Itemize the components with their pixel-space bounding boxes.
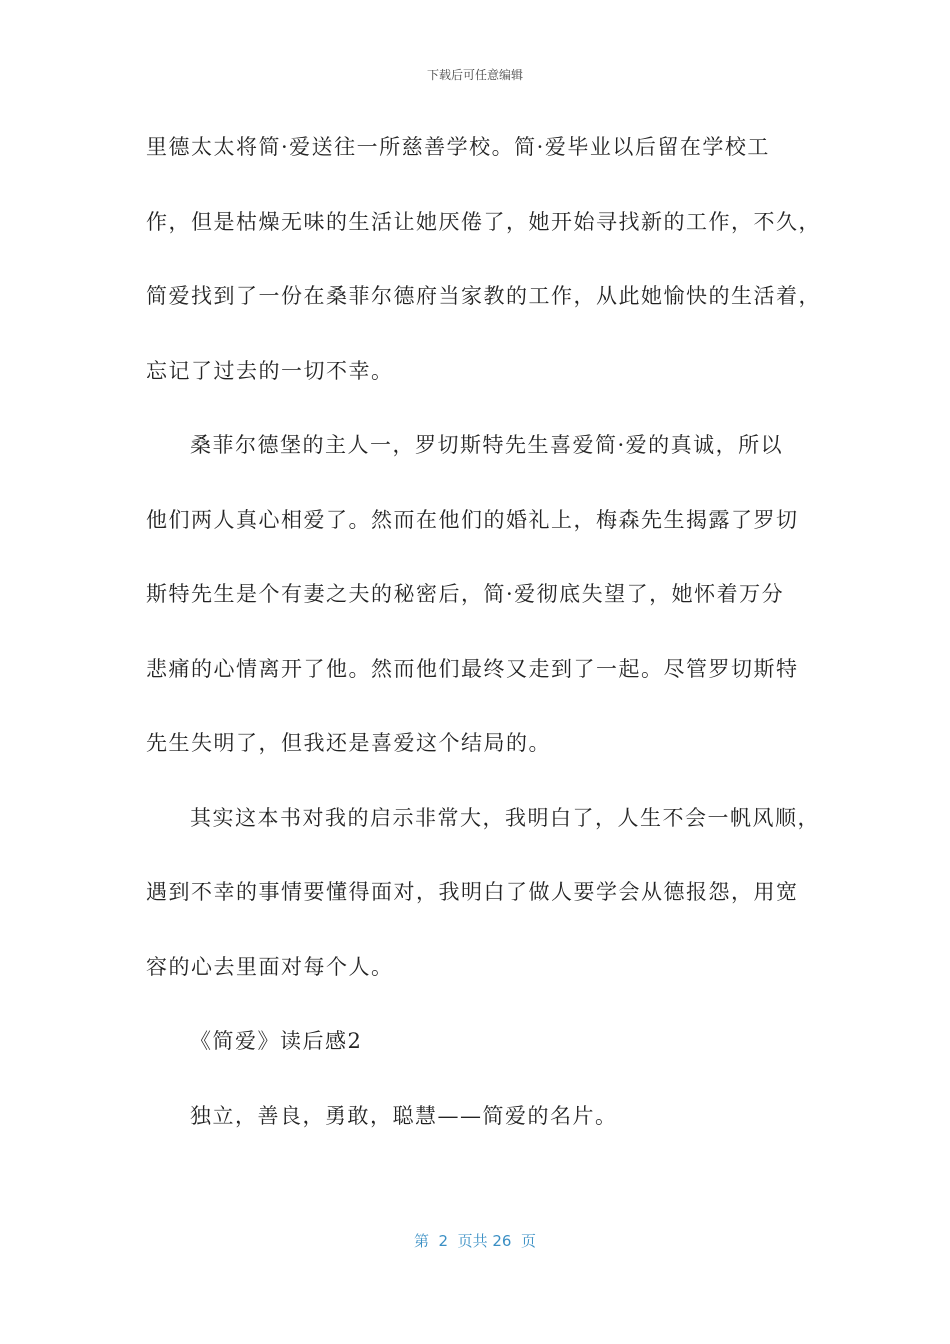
- text-line: 独立，善良，勇敢，聪慧——简爱的名片。: [190, 1103, 618, 1128]
- text-line: 桑菲尔德堡的主人一，罗切斯特先生喜爱简·爱的真诚，所以: [190, 433, 784, 457]
- text-line: 悲痛的心情离开了他。然而他们最终又走到了一起。尽管罗切斯特: [146, 656, 799, 681]
- text-line: 他们两人真心相爱了。然而在他们的婚礼上，梅森先生揭露了罗切: [146, 507, 799, 532]
- section-title: 《简爱》读后感2: [190, 1029, 363, 1053]
- text-line: 里德太太将简·爱送往一所慈善学校。简·爱毕业以后留在学校工: [146, 135, 770, 159]
- text-line: 忘记了过去的一切不幸。: [146, 358, 394, 383]
- text-line: 作，但是枯燥无味的生活让她厌倦了，她开始寻找新的工作，不久，: [146, 209, 821, 234]
- text-line: 先生失明了，但我还是喜爱这个结局的。: [146, 731, 551, 755]
- text-line: 遇到不幸的事情要懂得面对，我明白了做人要学会从德报怨，用宽: [146, 880, 799, 904]
- page-number: 第 2 页共 26 页: [413, 1232, 536, 1250]
- text-line: 斯特先生是个有妻之夫的秘密后，简·爱彻底失望了，她怀着万分: [146, 582, 785, 606]
- page-header: 下载后可任意编辑: [426, 68, 523, 82]
- text-line: 容的心去里面对每个人。: [146, 954, 394, 979]
- text-line: 简爱找到了一份在桑菲尔德府当家教的工作，从此她愉快的生活着，: [146, 284, 821, 308]
- text-line: 其实这本书对我的启示非常大，我明白了，人生不会一帆风顺，: [190, 805, 820, 830]
- document-body: [146, 128, 821, 1171]
